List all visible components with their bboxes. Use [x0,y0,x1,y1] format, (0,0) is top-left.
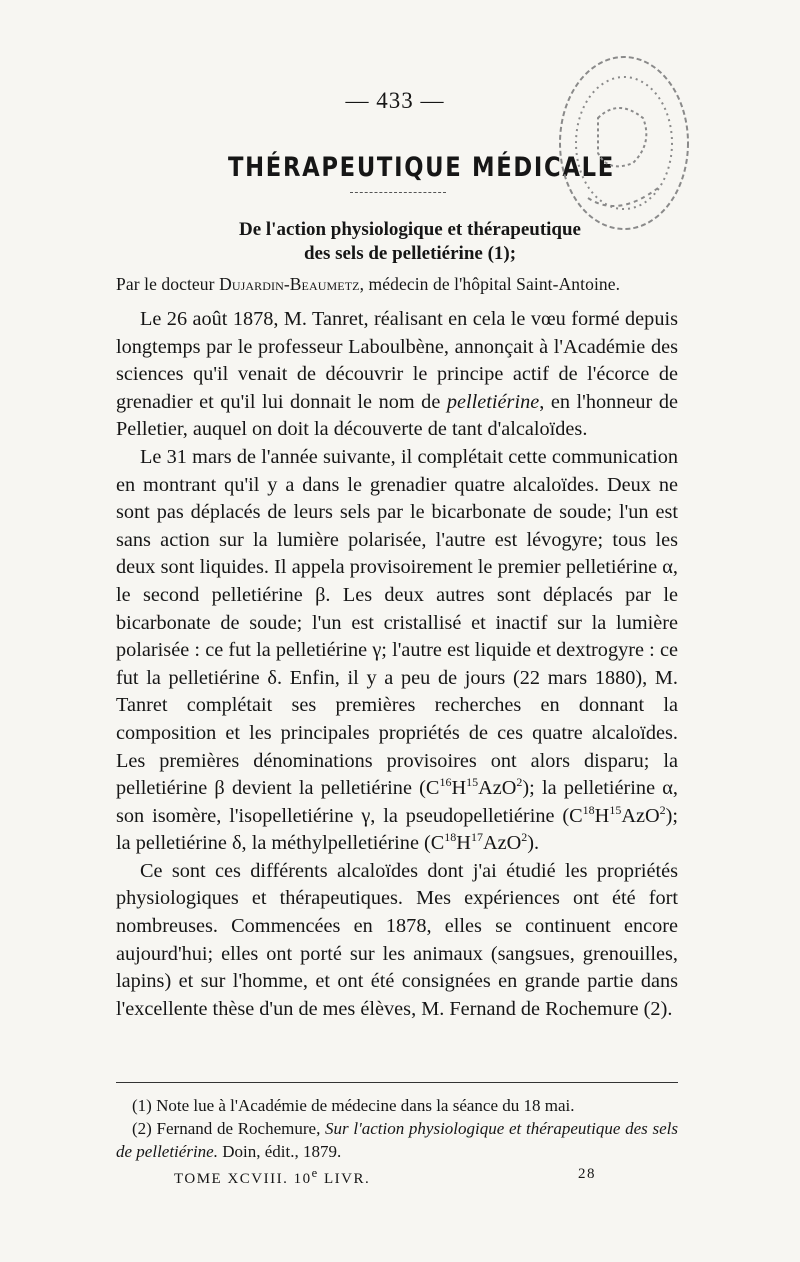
section-title: THÉRAPEUTIQUE MÉDICALE [228,152,615,183]
signature-mark: 28 [578,1166,596,1182]
formula-1-c-count: 16 [439,775,452,790]
paragraph-1 [116,306,678,444]
formula-2-rest: AzO [621,804,660,827]
formula-2-o-count: 2 [659,802,666,817]
paragraph-1-text-b: , en l'honneur de Pelletier, auquel on doit la découverte de tant d'alcaloïdes. [116,390,678,441]
volume-ordinal: e [311,1166,319,1180]
footnote-1: (1) Note lue à l'Académie de médecine dans la séance du 18 mai. [132,1096,575,1115]
paragraph-2-text-b: ); la pelletiérine α, son isomère, l'isopelletiérine γ, la pseudopelletiérine ( [116,777,678,827]
formula-2-h-count: 15 [609,802,622,817]
formula-3-rest: AzO [482,832,522,855]
formula-1 [426,777,522,799]
footnote-2-publisher: Doin, édit., 1879. [217,1142,342,1161]
byline-prefix: Par le docteur [116,274,215,294]
paragraph-1-emphasis: pelletiérine [446,390,540,413]
formula-1-h: H [451,777,467,800]
title-divider [350,192,446,193]
footnote-2-author: (2) Fernand de Rochemure, [132,1119,326,1138]
page-number: — 433 — [345,88,445,113]
formula-1-o-count: 2 [516,775,523,790]
article-title-line-2: des sels de pelletiérine (1); [303,243,517,264]
article-title-line-1: De l'action physiologique et thérapeutique [238,219,581,240]
formula-3 [431,832,527,854]
page-footer [174,1166,596,1188]
byline-affiliation: , médecin de l'hôpital Saint-Antoine. [359,274,621,294]
footnotes [116,1094,678,1163]
footnote-2 [116,1117,678,1163]
footnote-divider [116,1082,678,1083]
formula-2 [569,802,666,827]
formula-3-c: C [430,832,445,855]
formula-3-h-count: 17 [470,830,483,845]
footnote-2-title: Sur l'action physiologique et thérapeutique des sels de pelletiérine. [116,1119,678,1161]
formula-2-c: C [569,804,583,827]
article-body [116,306,678,1023]
paragraph-2-text-d: ). [527,832,540,855]
formula-2-h: H [594,804,610,827]
formula-1-c: C [425,777,440,800]
formula-3-h: H [456,832,471,855]
library-stamp [548,48,694,238]
formula-1-rest: AzO [478,777,517,800]
paragraph-1-text-a: Le 26 août 1878, M. Tanret, réalisant en cela le vœu formé depuis longtemps par le professeur Laboulbène, annonçait à l'Académie des sciences qu'il venait de découvrir le principe actif de l'écorce de grenadier et qu'il lui donnait le nom de [116,308,678,413]
volume-label: TOME XCVIII. 10 [174,1171,312,1187]
paragraph-3: Ce sont ces différents alcaloïdes dont j'ai étudié les propriétés physiologiques et thérapeutiques. Mes expériences ont été fort nombreuses. Commencées en 1878, elles se continuent encore aujourd'hui; elles ont porté sur les animaux (sangsues, grenouilles, lapins) et sur l'homme, et ont été consignées en grande partie dans l'excellente thèse d'un de mes élèves, M. Fernand de Rochemure (2). [116,859,678,1020]
paragraph-2-text-c: ); la pelletiérine δ, la méthylpelletiérine ( [116,804,678,855]
author-name: Dujardin-Beaumetz [219,274,360,294]
paragraph-2 [116,444,678,858]
article-title [130,218,690,266]
formula-2-c-count: 18 [582,802,595,817]
byline [116,274,620,295]
formula-1-h-count: 15 [466,775,479,790]
formula-3-c-count: 18 [444,830,457,845]
volume-info [174,1166,371,1187]
livraison-label: LIVR. [318,1171,371,1187]
formula-3-o-count: 2 [521,830,528,845]
paragraph-2-text-a: Le 31 mars de l'année suivante, il complétait cette communication en montrant qu'il y a dans le grenadier quatre alcaloïdes. Deux ne sont pas déplacés de leurs sels par le bicarbonate de soude; l'un est sans action sur la lumière polarisée, l'autre est lévogyre; tous les deux sont liquides. Il appela provisoirement le premier pelletiérine α, le second pelletiérine β. Les deux autres sont déplacés par le bicarbonate de soude; l'un est cristallisé et inactif sur la lumière polarisée : ce fut la pelletiérine γ; l'autre est liquide et dextrogyre : ce fut la pelletiérine δ. Enfin, il y a peu de jours (22 mars 1880), M. Tanret complétait ses premières recherches en donnant la composition et les principales propriétés de ces quatre alcaloïdes. Les premières dénominations provisoires ont alors disparu; la pelletiérine β devient la pelletiérine ( [116,445,678,800]
